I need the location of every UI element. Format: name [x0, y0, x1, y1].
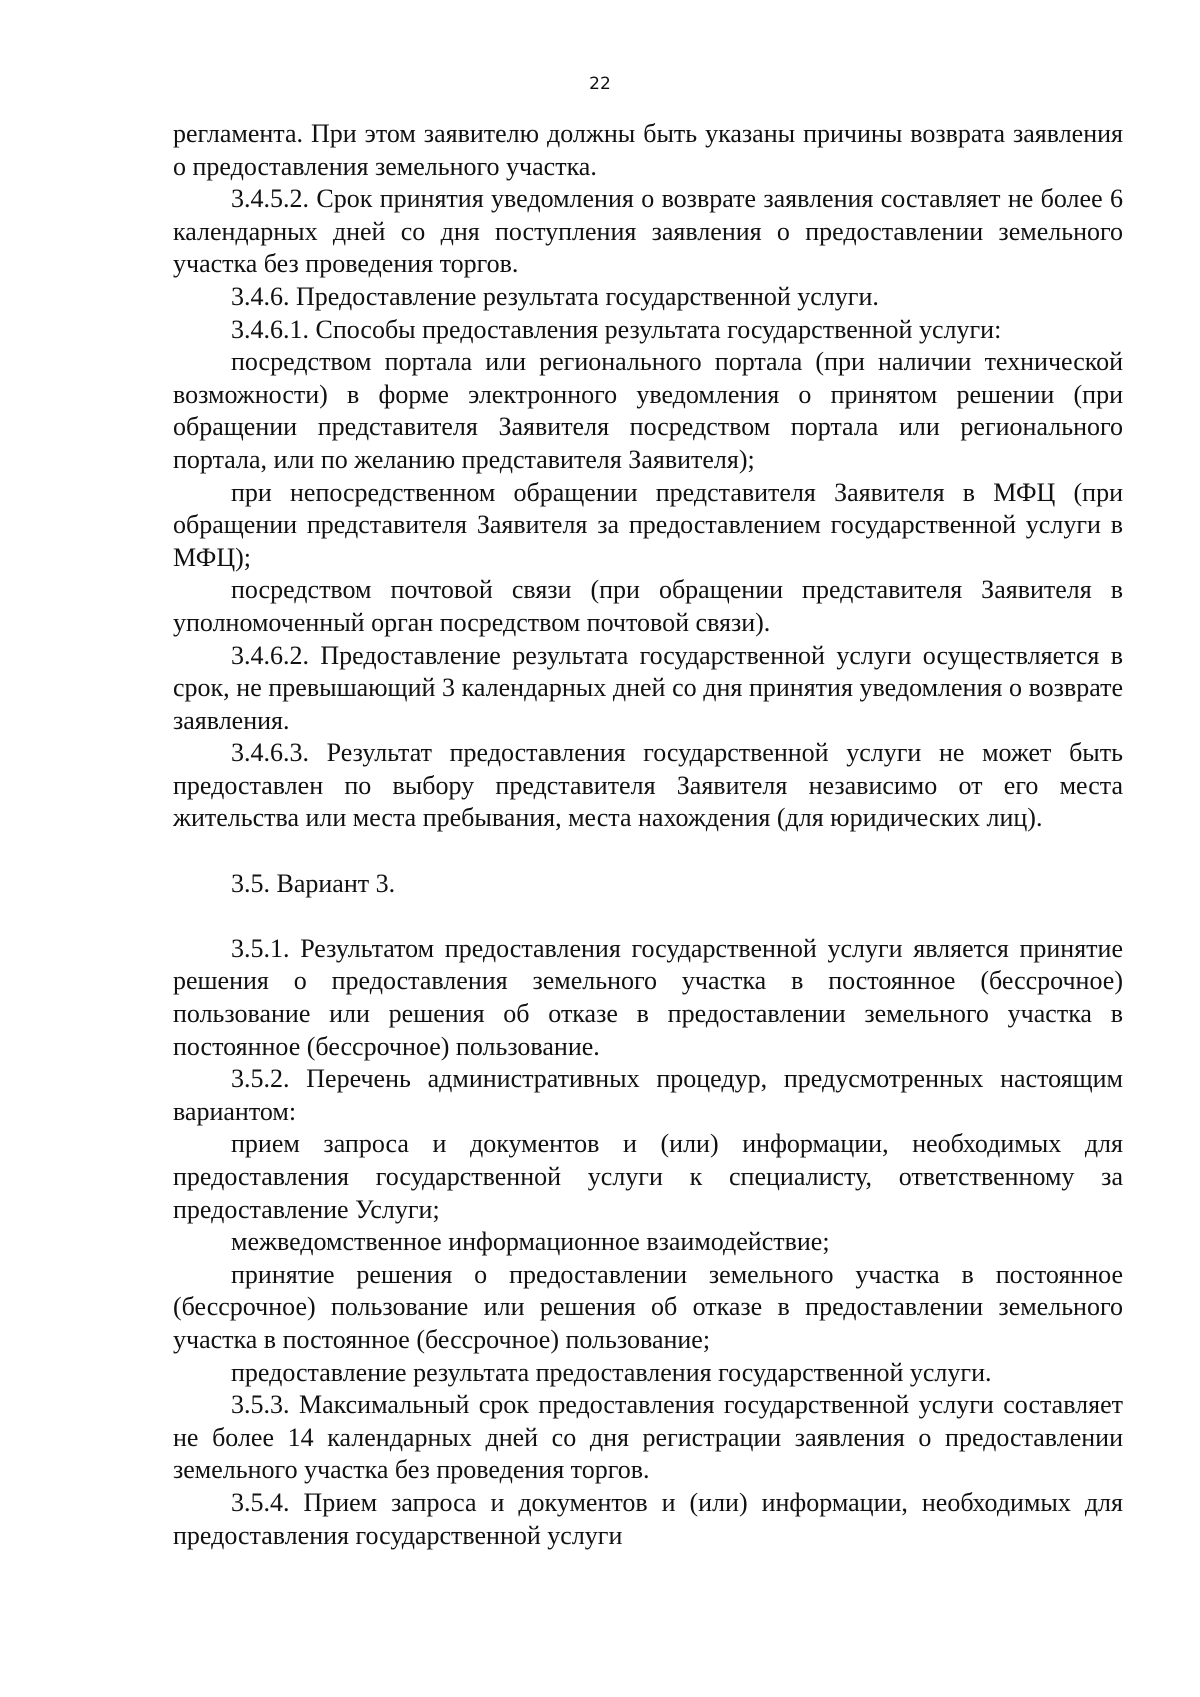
list-item-mfc: при непосредственном обращении представителя Заявителя в МФЦ (при обращении представителя Заявителя за предоставлением государственной услуги в МФЦ); [173, 477, 1123, 572]
list-item-post: посредством почтовой связи (при обращении представителя Заявителя в уполномоченный орган посредством почтовой связи). [173, 575, 1123, 637]
list-item-portal: посредством портала или регионального портала (при наличии технической возможности) в форме электронного уведомления о принятом решении (при обращении представителя Заявителя посредством портала или регионального портала, или по желанию представителя Заявителя); [173, 347, 1123, 474]
paragraph-3-4-6-3: 3.4.6.3. Результат предоставления государственной услуги не может быть предоставлен по выбору представителя Заявителя независимо от его места жительства или места пребывания, места нахождения (для юридических лиц). [173, 738, 1123, 833]
paragraph-3-5-4: 3.5.4. Прием запроса и документов и (или) информации, необходимых для предоставления государственной услуги [173, 1487, 1123, 1550]
paragraph-3-4-6: 3.4.6. Предоставление результата государственной услуги. [231, 281, 879, 311]
paragraph-continuation: регламента. При этом заявителю должны быть указаны причины возврата заявления о предоставления земельного участка. [173, 119, 1123, 181]
page-number: 22 [589, 74, 611, 94]
paragraph-3-5-2: 3.5.2. Перечень административных процедур, предусмотренных настоящим вариантом: [173, 1064, 1123, 1126]
list-item-result: предоставление результата предоставления государственной услуги. [231, 1357, 992, 1387]
list-item-decision: принятие решения о предоставлении земельного участка в постоянное (бессрочное) пользование или решения об отказе в предоставлении земельного участка в постоянное (бессрочное) пользование; [173, 1259, 1123, 1354]
paragraph-3-4-6-2: 3.4.6.2. Предоставление результата государственной услуги осуществляется в срок, не превышающий 3 календарных дней со дня принятия уведомления о возврате заявления. [173, 640, 1123, 735]
section-heading-3-5: 3.5. Вариант 3. [231, 868, 396, 898]
paragraph-3-5-1: 3.5.1. Результатом предоставления государственной услуги является принятие решения о предоставления земельного участка в постоянное (бессрочное) пользование или решения об отказе в предоставлении земельного участка в постоянное (бессрочное) пользование. [173, 933, 1123, 1061]
paragraph-3-5-3: 3.5.3. Максимальный срок предоставления государственной услуги составляет не более 14 календарных дней со дня регистрации заявления о предоставлении земельного участка без проведения торгов. [173, 1390, 1123, 1485]
paragraph-3-4-5-2: 3.4.5.2. Срок принятия уведомления о возврате заявления составляет не более 6 календарных дней со дня поступления заявления о предоставлении земельного участка без проведения торгов. [173, 184, 1123, 279]
list-item-request-intake: прием запроса и документов и (или) информации, необходимых для предоставления государственной услуги к специалисту, ответственному за предоставление Услуги; [173, 1129, 1123, 1224]
document-body [173, 118, 1123, 1552]
list-item-interagency: межведомственное информационное взаимодействие; [231, 1227, 830, 1257]
paragraph-3-4-6-1: 3.4.6.1. Способы предоставления результата государственной услуги: [231, 314, 1002, 344]
